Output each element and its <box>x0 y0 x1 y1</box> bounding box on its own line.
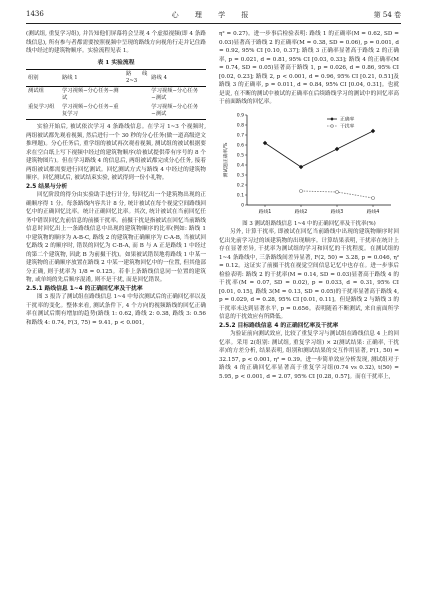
legend-marker <box>331 124 334 127</box>
subsection-heading: 2.5.1 路线信息 1~4 的正确回忆率及干扰率 <box>26 285 143 292</box>
figure-3 <box>219 109 399 219</box>
table-cell: 学习视频−分心任务−测试 <box>149 103 206 120</box>
legend-label: 干扰率 <box>340 124 355 130</box>
paragraph: 为验证前向测试效应, 比较了重复学习与测试组在路线信息 4 上的回忆率。采用 2(组别: 测试组, 重复学习组) × 2(测试结果: 正确率, 干扰率)的方差分析, 结果表明, 组别和测试结果的交互作用显著, F(1, 50) = 32.157, p < 0.001, η² = 0.39。进一步简单效应分析发现, 测试组对于路线 4 的正确回忆率显著高于重复学习组(0.74 vs 0.32), t(50) = 5.95, p < 0.001, d = 2.07, 95% CI [0.28, 0.57]。而在干扰率上, <box>219 331 399 380</box>
journal-name: 心 理 学 报 <box>171 11 256 19</box>
paragraph: 另外, 计算干扰率, 即被试在回忆当前路线中出现的建筑物顺序时回忆出先前学习过的该建筑物的出现顺序。计算结果表明, 干扰率在统计上存在显著差异, 干扰率为测试组的学习和回忆的干扰程度。在测试组的 1~4 条路线中, 三条路线间差异显著, F(2, 50) = 3.28, p = 0.046, η² = 0.12。这证实了前摄干扰在视觉空间信息记忆中也存在。进一步事后检验表明: 路线 2 的干扰率(M = 0.14, SD = 0.03)显著高于路线 4 的干扰率(M = 0.07, SD = 0.02), p = 0.033, d = 0.31, 95% CI [0.01, 0.15], 路线 3(M = 0.13, SD = 0.05)的干扰率显著高于路线 4, p = 0.029, d = 0.28, 95% CI [0.01, 0.11]。但是路线 2 与路线 3 的干扰率未达到显著水平, p = 0.656。表明随着不断测试, 来自前面所学信息的干扰效应有所降低。 <box>219 229 399 320</box>
y-tick-label: 0.2 <box>236 183 244 189</box>
table-cell: 学习视频−分心任务−重复学习 <box>60 103 124 120</box>
data-point <box>335 146 339 150</box>
left-column <box>26 30 206 327</box>
paragraph: η² = 0.27)。进一步事后检验表明: 路线 1 的正确率(M = 0.62, SD = 0.03)显著高于路线 2 的正确率(M = 0.38, SD = 0.06), p = 0.001, d = 0.92, 95% CI [0.10, 0.37]; 路线 3 正确率显著高于路线 2 的正确率, p = 0.021, d = 0.81, 95% CI [0.03, 0.33]; 路线 4 的正确率(M = 0.74, SD = 0.05)显著高于路线 1, p = 0.026, d = 0.86, 95% CI [0.02, 0.23]; 路线 2, p < 0.001, d = 0.96, 95% CI [0.21, 0.51]及路线 3 的正确率, p = 0.011, d = 0.84, 95% CI [0.04, 0.31]。也就是说, 在不断的测试中被试的正确率在后续路线学习的测试中的回忆率高于前面路线的回忆率。 <box>219 31 399 105</box>
table-title: 表 1 实验流程 <box>97 59 135 66</box>
table-header-row <box>26 70 206 87</box>
x-tick-label: 路线1 <box>258 209 272 215</box>
table-cell <box>124 103 149 120</box>
data-point <box>336 190 339 193</box>
paragraph: (测试组, 重复学习组), 并告知他们屏幕将会呈现 4 个虚拟视频(即 4 条路线信息), 所有参与者都需要按照视频中呈现的路线方向视角行走并记住路线中经过的建筑物顺序。实验流程见表 1。 <box>26 31 206 54</box>
y-tick-label: 0.6 <box>236 143 244 149</box>
table-cell: 重复学习组 <box>26 103 60 120</box>
table-cell: 测试组 <box>28 88 44 94</box>
y-tick-label: 0.9 <box>236 113 244 119</box>
table-header-cell: 路线 4 <box>149 70 206 87</box>
y-tick-label: 0.8 <box>236 123 244 129</box>
figure-caption: 图 3 测试组路线信息 1~4 中的正确回忆率及干扰率(%) <box>242 220 376 227</box>
header-rule <box>26 23 401 24</box>
table-cell <box>124 87 149 104</box>
paragraph: 回忆阶段的得分由实验助手进行计分, 每回忆出一个建筑物出现的正确顺序得 1 分。每条路线内容共计 8 分, 统计被试在每个视觉空间路线回忆中的正确回忆比率。统计正确回忆比率。其次, 统计被试在当前回忆任务中错误回忆先前信息的前摄干扰率。前摄干扰是指被试在回忆当前路线信息时回忆出上一条路线信息中出现的建筑物顺序的比率(例如: 路线 1 中建筑物的顺序为 A-B-C, 路线 2 的建筑物正确顺序为 C-A-B, 当被试回忆路线 2 的顺序时, 错误的回忆为 C-B-A, 而 B 与 A 正是路线 1 中经过的第二个建筑物, 因此 B 为前摄干扰)。如果被试错误地将路线 1 中某一建筑物的正确顺序放置在路线 2 中某一建筑物回忆中的一位置, 但其他部分正确, 则于扰率为 1/8 = 0.125。若非上条路线信息同一位置的建筑物, 或单纯的先后顺序混淆, 则不是干扰, 而是回忆错误。 <box>26 192 207 283</box>
section-heading: 2.5 结果与分析 <box>26 183 68 190</box>
data-point <box>300 189 303 192</box>
subsection-heading: 2.5.2 目标路线信息 4 的正确回忆率及干扰率 <box>219 322 339 329</box>
y-axis-label: 测试题正确率/% <box>224 142 229 177</box>
volume-label: 第 54 卷 <box>373 11 401 19</box>
y-tick-label: 0.1 <box>236 193 244 199</box>
table-row <box>26 103 206 120</box>
y-tick-label: 0.5 <box>236 153 244 159</box>
table-cell: 学习视频−分心任务−测试 <box>62 88 119 101</box>
data-point <box>299 164 303 168</box>
running-header <box>26 10 401 22</box>
y-tick-label: 0.7 <box>236 133 244 139</box>
right-column <box>219 30 399 381</box>
table-header-cell: 路线 2~3 <box>124 70 149 87</box>
paragraph: 实验开始后, 被试依次学习 4 条路线信息。在学习 1~3 个视频时, 两组被试都先观看视频, 然后进行一个 30 秒的分心任务(做一道高级逆文推理题)。分心任务后, 重学组的被试再次观看视频, 测试组的被试根据要求在空白纸上写下视频中经过的建筑物顺序(给被试提供带有序号的 8 个建筑物图片)。但在学习路线 4 的信息后, 两组被试都完成分心任务, 接着两组被试都需要进行回忆测试。回忆测试方式与路线 4 中经过的建筑物顺序。回忆测试后, 被试结束实验, 被试得到一份小礼物。 <box>26 124 206 181</box>
x-tick-label: 路线3 <box>330 209 344 215</box>
table-row <box>26 87 206 104</box>
table-cell: 学习视频−分心任务−测试 <box>151 88 199 101</box>
legend-label: 正确率 <box>340 117 355 123</box>
x-tick-label: 路线2 <box>294 209 308 215</box>
x-tick-label: 路线4 <box>366 209 380 215</box>
data-point <box>263 140 267 144</box>
data-point <box>371 128 375 132</box>
page-number: 1436 <box>26 10 44 18</box>
experiment-table <box>26 69 206 120</box>
y-tick-label: 0.3 <box>236 173 244 179</box>
y-tick-label: 0 <box>241 203 244 209</box>
y-tick-label: 0.4 <box>236 163 244 169</box>
line-chart <box>219 109 399 219</box>
data-point <box>372 196 375 199</box>
paragraph: 图 3 报告了测试组在路线信息 1~4 中每次测试后的正确回忆率以及干扰率的变化。整体来看, 测试条件下, 4 个方向的视频路线的回忆正确率在测试后期有增加的趋势(路线 1: 0.62, 路线 2: 0.38, 路线 3: 0.56 和路线 4: 0.74, F(3, 75) = 9.41, p < 0.001, <box>26 294 206 326</box>
table-header-cell: 组别 <box>26 70 60 87</box>
table-header-cell: 路线 1 <box>60 70 124 87</box>
series-line-correct <box>265 131 373 167</box>
legend-marker <box>330 117 334 121</box>
